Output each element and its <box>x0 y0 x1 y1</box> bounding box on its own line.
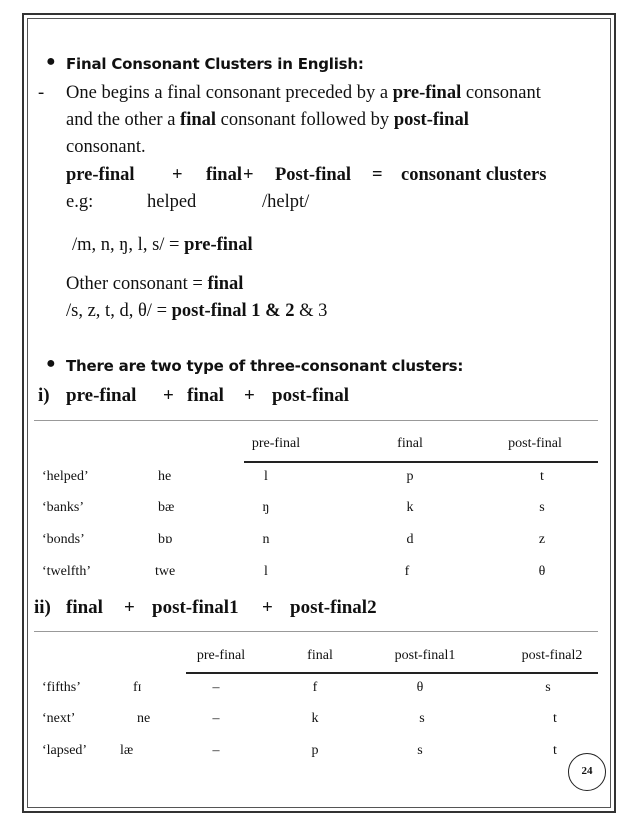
table1-word: ‘helped’ <box>42 469 89 484</box>
table2-post-final2-cell: t <box>553 743 557 758</box>
table2-word: ‘next’ <box>42 711 76 726</box>
table1-onset: he <box>158 469 172 484</box>
table2-final-cell: f <box>312 680 318 695</box>
table2-top-rule <box>34 631 598 632</box>
table2-header-rule <box>186 672 598 674</box>
table1-final-cell: f <box>404 564 410 579</box>
formula-plus-2: + <box>243 165 254 185</box>
table1-final-cell: p <box>406 469 414 484</box>
table2-onset: læ <box>120 743 134 758</box>
para-line-3: consonant. <box>66 137 146 157</box>
table2-post-final1-cell: θ <box>416 680 424 695</box>
table1-header-rule <box>244 461 598 463</box>
table2-header-post-final2: post-final2 <box>521 648 583 663</box>
sub1-number: i) <box>38 385 50 406</box>
formula-equals: = <box>372 165 383 185</box>
table1-header-post-final: post-final <box>508 436 562 451</box>
sub1-final: final <box>187 385 224 406</box>
sub1-post-final: post-final <box>272 385 350 406</box>
table2-word: ‘fifths’ <box>42 680 81 695</box>
table2-post-final1-cell: s <box>419 711 425 726</box>
table1-final-cell: d <box>406 532 414 547</box>
table1-word: ‘bonds’ <box>42 532 85 547</box>
table1-onset: twe <box>155 564 176 579</box>
sub2-plus-1: + <box>124 597 135 618</box>
table1-pre-final-cell: l <box>264 469 268 484</box>
para-line-2: and the other a final consonant followed by post-final <box>66 110 469 130</box>
table1-post-final-cell: t <box>540 469 544 484</box>
table1-word: ‘twelfth’ <box>42 564 91 579</box>
table1-header-pre-final: pre-final <box>251 436 301 451</box>
table2-header-final: final <box>307 648 333 663</box>
formula-plus-1: + <box>172 165 183 185</box>
table2-final-cell: p <box>311 743 319 758</box>
para-line-1: One begins a final consonant preceded by a pre-final consonant <box>66 83 541 103</box>
formula-post-final: Post-final <box>275 165 352 185</box>
sub1-pre-final: pre-final <box>66 385 137 406</box>
table1-pre-final-cell: ŋ <box>262 500 270 515</box>
table1-post-final-cell: θ <box>538 564 546 579</box>
table2-post-final1-cell: s <box>417 743 423 758</box>
example-label: e.g: <box>66 192 94 212</box>
table1-top-rule <box>34 420 598 421</box>
table1-post-final-cell: s <box>539 500 545 515</box>
sub2-post-final1: post-final1 <box>152 597 239 618</box>
table2-pre-final-cell: – <box>212 680 220 695</box>
table1-onset: bæ <box>158 500 175 515</box>
bullet-icon: ● <box>46 53 56 70</box>
table2-header-pre-final: pre-final <box>196 648 246 663</box>
sub2-post-final2: post-final2 <box>290 597 377 618</box>
example-word: helped <box>147 192 197 212</box>
table1-header-final: final <box>397 436 423 451</box>
table2-word: ‘lapsed’ <box>42 743 88 758</box>
formula-pre-final: pre-final <box>66 165 135 185</box>
formula-final: final <box>206 165 242 185</box>
table2-pre-final-cell: – <box>212 711 220 726</box>
example-ipa: /helpt/ <box>262 192 310 212</box>
page-number: 24 <box>568 753 606 791</box>
section1-heading: Final Consonant Clusters in English: <box>66 55 364 73</box>
table2-header-post-final1: post-final1 <box>394 648 456 663</box>
dash-marker: - <box>38 83 45 103</box>
table2-pre-final-cell: – <box>212 743 220 758</box>
sub1-plus-2: + <box>244 385 255 406</box>
table2-onset: fɪ <box>133 680 142 695</box>
table1-pre-final-cell: n <box>262 532 270 547</box>
prefinal-definition: /m, n, ŋ, l, s/ = pre-final <box>72 235 253 255</box>
sub1-plus-1: + <box>163 385 174 406</box>
table2-post-final2-cell: t <box>553 711 557 726</box>
table2-final-cell: k <box>311 711 319 726</box>
table1-pre-final-cell: l <box>264 564 268 579</box>
sub2-plus-2: + <box>262 597 273 618</box>
table1-onset: bɒ <box>158 532 173 547</box>
postfinal-definition: /s, z, t, d, θ/ = post-final 1 & 2 & 3 <box>66 301 328 321</box>
bullet-icon: ● <box>46 355 56 372</box>
section2-heading: There are two type of three-consonant clusters: <box>66 357 464 375</box>
table2-onset: ne <box>137 711 151 726</box>
table2-post-final2-cell: s <box>545 680 551 695</box>
final-definition: Other consonant = final <box>66 274 244 294</box>
sub2-number: ii) <box>34 597 51 618</box>
table1-final-cell: k <box>406 500 414 515</box>
formula-consonant-clusters: consonant clusters <box>401 165 547 185</box>
sub2-final: final <box>66 597 103 618</box>
table1-word: ‘banks’ <box>42 500 84 515</box>
table1-post-final-cell: z <box>538 532 546 547</box>
